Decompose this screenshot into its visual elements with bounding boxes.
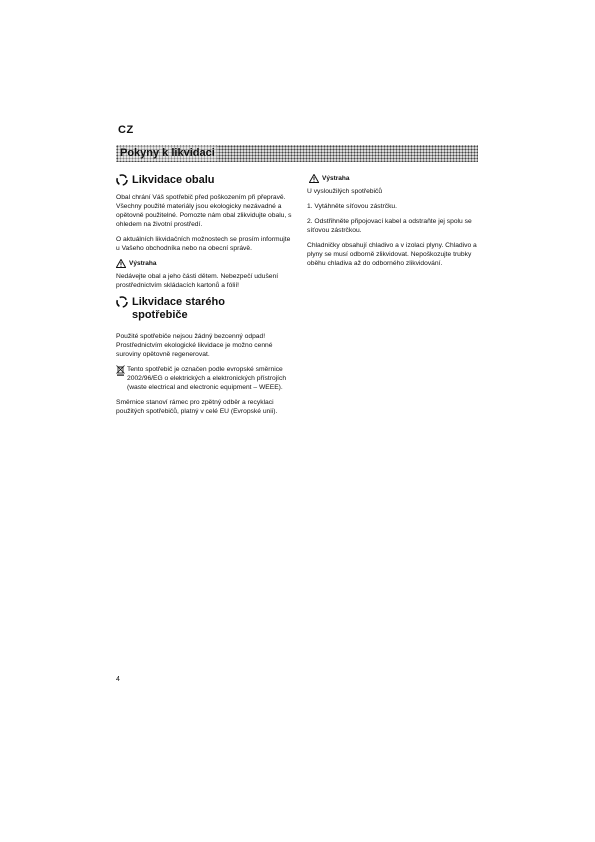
weee-text: Tento spotřebič je označen podle evropské směrnice 2002/96/EG o elektrických a elektronických přístrojích (waste electrical and electronic equipment – WEEE). [127,366,287,391]
banner-title: Pokyny k likvidaci [120,147,215,159]
warning-label: Výstraha [129,260,157,267]
left-column [116,174,292,422]
paragraph: Obal chrání Váš spotřebič před poškozením při přepravě. Všechny použité materiály jsou ekologicky nezávadné a opětovně použitelné. Pomozte nám obal zlikvidujte obalu, s ohledem na životní prostředí. [116,194,292,228]
step-1: 1. Vytáhněte síťovou zástrčku. [307,203,397,210]
paragraph: Chladničky obsahují chladivo a v izolaci plyny. Chladivo a plyny se musí odborně zlikvidovat. Nepoškozujte trubky oběhu chladiva až do odborného zlikvidování. [307,242,477,267]
paragraph: Použité spotřebiče nejsou žádný bezcenný odpad! Prostřednictvím ekologické likvidace je možno cenné suroviny opětovně regenerovat. [116,333,273,358]
warning-label: Výstraha [322,175,350,182]
language-code: CZ [118,124,134,136]
step-2: 2. Odstřihněte připojovací kabel a odstraňte jej spolu se síťovou zástrčkou. [307,218,472,234]
paragraph: O aktuálních likvidačních možnostech se prosím informujte u Vašeho obchodníka nebo na obecní správě. [116,236,291,252]
section-banner [116,145,478,162]
recycle-icon [116,296,128,308]
right-column [307,174,479,274]
section-title-line2: spotřebiče [132,309,188,321]
weee-notice [116,365,292,398]
section-title: Likvidace obalu [132,174,215,186]
warning-icon [116,259,126,268]
crossed-bin-icon [116,365,125,376]
section-heading-old-appliance [116,296,292,322]
recycle-icon [116,174,128,186]
section-title-line1: Likvidace starého [132,296,225,308]
warning-heading [309,174,479,183]
paragraph: Směrnice stanoví rámec pro zpětný odběr a recyklaci použitých spotřebičů, platný v celé EU (Evropské unii). [116,399,278,415]
page-number: 4 [116,676,120,683]
warning-icon [309,174,319,183]
section-title [132,296,225,322]
warning-text: Nedávejte obal a jeho části dětem. Nebezpečí udušení prostřednictvím skládacích kartonů a fólií! [116,273,279,289]
paragraph: U vysloužilých spotřebičů [307,188,383,195]
warning-heading [116,259,292,268]
section-heading-packaging [116,174,292,187]
